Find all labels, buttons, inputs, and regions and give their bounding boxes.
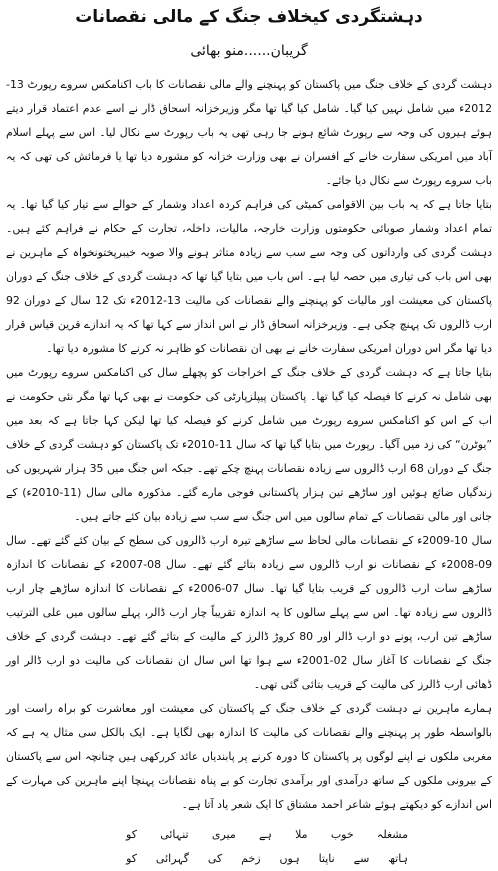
article-title: دہشتگردی کیخلاف جنگ کے مالی نقصانات	[75, 7, 423, 27]
verse-word: میری	[211, 828, 236, 841]
verse-word: ناپتا	[318, 852, 335, 865]
verse-line-2	[6, 847, 492, 871]
article-paragraph: ہمارے ماہرین نے دہشت گردی کے خلاف جنگ کے پاکستان کی معیشت اور معاشرت کو براہ راست اور بالواسطہ طور پر پہنچنے والے نقصانات کی مالیت کا اندازہ بھی لگایا ہے۔ ایک بالکل سی مثال یہ ہے کہ مغربی ملکوں نے اپنے لوگوں پر پاکستان کا دورہ کرنے پر پابندیاں عائد کررکھی ہیں چنانچہ اس سے پاکستان کے بیرونی ملکوں کے ساتھ درآمدی اور برآمدی تجارت کو بے پناہ نقصانات پہنچا اپنے ماہرین کی مہارت کے اس اندازے کو دیکھتے ہوئے شاعر احمد مشتاق کا ایک شعر یاد آتا ہے۔	[6, 702, 492, 811]
verse-word: تنہائی	[160, 828, 189, 841]
article-paragraph: بتایا جاتا ہے کہ دہشت گردی کے خلاف جنگ کے اخراجات کو پچھلے سال کی اکنامکس سروے رپورٹ میں بھی شامل نہ کرنے کا فیصلہ کیا گیا تھا۔ پاکستان پیپلزپارٹی کی حکومت نے بھی کہا تھا مگر نئی حکومت نے اب کے اس کو اکنامکس سروے رپورٹ میں شامل کرنے کو فیصلہ کیا تھا لیکن کہا جاتا ہے کہ بعد میں ”یوٹرن“ کی زد میں آگیا۔ رپورٹ میں بتایا گیا تھا کہ سال 11-2010ء تک پاکستان کو دہشت گردی کے خلاف جنگ کے دوران 68 ارب ڈالروں سے زیادہ نقصانات پہنچ چکے تھے۔ جبکہ اس جنگ میں 35 ہزار شہریوں کی زندگیاں ضائع ہوئیں اور ساڑھے تین ہزار پاکستانی فوجی مارے گئے۔ مذکورہ مالی سال (11-2010ء) کے جانی اور مالی نقصانات کے تمام سالوں میں اس جنگ سے سب سے زیادہ بیان کئے جاتے ہیں۔	[5, 366, 492, 523]
verse-word: ملا	[295, 828, 308, 841]
verse-word: زخم	[241, 852, 261, 865]
verse-word: کو	[126, 828, 137, 841]
verse-line-1	[6, 823, 492, 847]
verse-word: گہرائی	[155, 852, 189, 865]
article-paragraph: بتایا جاتا ہے کہ یہ باب بین الاقوامی کمیٹی کی فراہم کردہ اعداد وشمار کے حوالے سے تیار کیا گیا تھا۔ یہ تمام اعداد وشمار صوبائی حکومتوں وزارت خارجہ، مالیات، داخلہ، تجارت کے حکام نے فراہم کئے ہیں۔ دہشت گردی کی وارداتوں کی وجہ سے سب سے زیادہ متاثر ہونے والا صوبہ خیبرپختونخواہ کے ماہرین نے بھی اس باب کی تیاری میں حصہ لیا ہے۔ اس باب میں بتایا گیا تھا کہ دہشت گردی کے خلاف جنگ کے دوران پاکستان کی معیشت اور مالیات کو پہنچنے والے نقصانات کی مالیت 13-2012ء تک 12 سال کے دوران 92 ارب ڈالروں تک پہنچ چکی ہے۔ وزیرخزانہ اسحاق ڈار نے اس انداز سے کہا تھا کہ یہ اندازے قرین قیاس قرار دیا تھا مگر اس دوران امریکی سفارت خانے نے بھی ان نقصانات کو ظاہر نہ کرنے کا مشورہ دیا تھا۔	[6, 198, 492, 355]
verse-word: سے	[353, 852, 370, 865]
verse-word: ہے	[258, 828, 272, 841]
article-paragraph: دہشت گردی کے خلاف جنگ میں پاکستان کو پہنچنے والے مالی نقصانات کا باب اکنامکس سروے رپورٹ 13-2012ء میں شامل نہیں کیا گیا۔ شامل کیا گیا تھا مگر وزیرخزانہ اسحاق ڈار نے اسے عدم اعتماد قرار دیتے ہوئے ہیروں کی وجہ سے رپورٹ شائع ہونے جا رہی تھی یہ باب رپورٹ سے نکال لیا۔ اس سے پہلے اسلام آباد میں امریکی سفارت خانے کے افسران نے بھی وزارت خزانہ کو مشورہ دیا تھا یا فرمائش کی تھی کہ یہ باب سروے رپورٹ سے نکال دیا جائے۔	[6, 78, 492, 187]
verse-word: خوب	[330, 828, 354, 841]
verse-word: کی	[207, 852, 223, 865]
verse-word: کو	[126, 852, 138, 865]
article-byline: گریبان......منو بھائی	[190, 43, 308, 59]
article-paragraph: سال 10-2009ء کے نقصانات مالی لحاظ سے ساڑھے تیرہ ارب ڈالروں کی سطح کے بیان کئے گئے تھے۔ سال 09-2008ء کے نقصانات نو ارب ڈالروں سے زیادہ بتائے گئے تھے۔ سال 08-2007ء کے نقصانات کا اندازہ ساڑھے سات ارب ڈالروں کے قریب بتایا گیا تھا۔ سال 07-2006ء کے نقصانات کا اندازہ ساڑھے چار ارب ڈالروں سے زیادہ تھا۔ اس سے پہلے سالوں کا یہ اندازہ تقریباً چار ارب ڈالر، پہلے سالوں میں علی الترتیب ساڑھے تین ارب، پونے دو ارب ڈالر اور 80 کروڑ ڈالرز کے مالیت کے بتائے گئے تھے۔ دہشت گردی کے خلاف جنگ کے نقصانات کا آغاز سال 02-2001ء سے ہوا تھا اس سال ان نقصانات کی مالیت دو ارب ڈالر اور ڈھائی ارب ڈالرز کی مالیت کے قریب بتائی گئی تھی۔	[6, 534, 492, 691]
verse-word: ہاتھ	[388, 852, 408, 865]
verse-word: مشغلہ	[376, 828, 408, 841]
poem-couplet	[6, 823, 492, 871]
verse-word: ہوں	[279, 852, 300, 865]
